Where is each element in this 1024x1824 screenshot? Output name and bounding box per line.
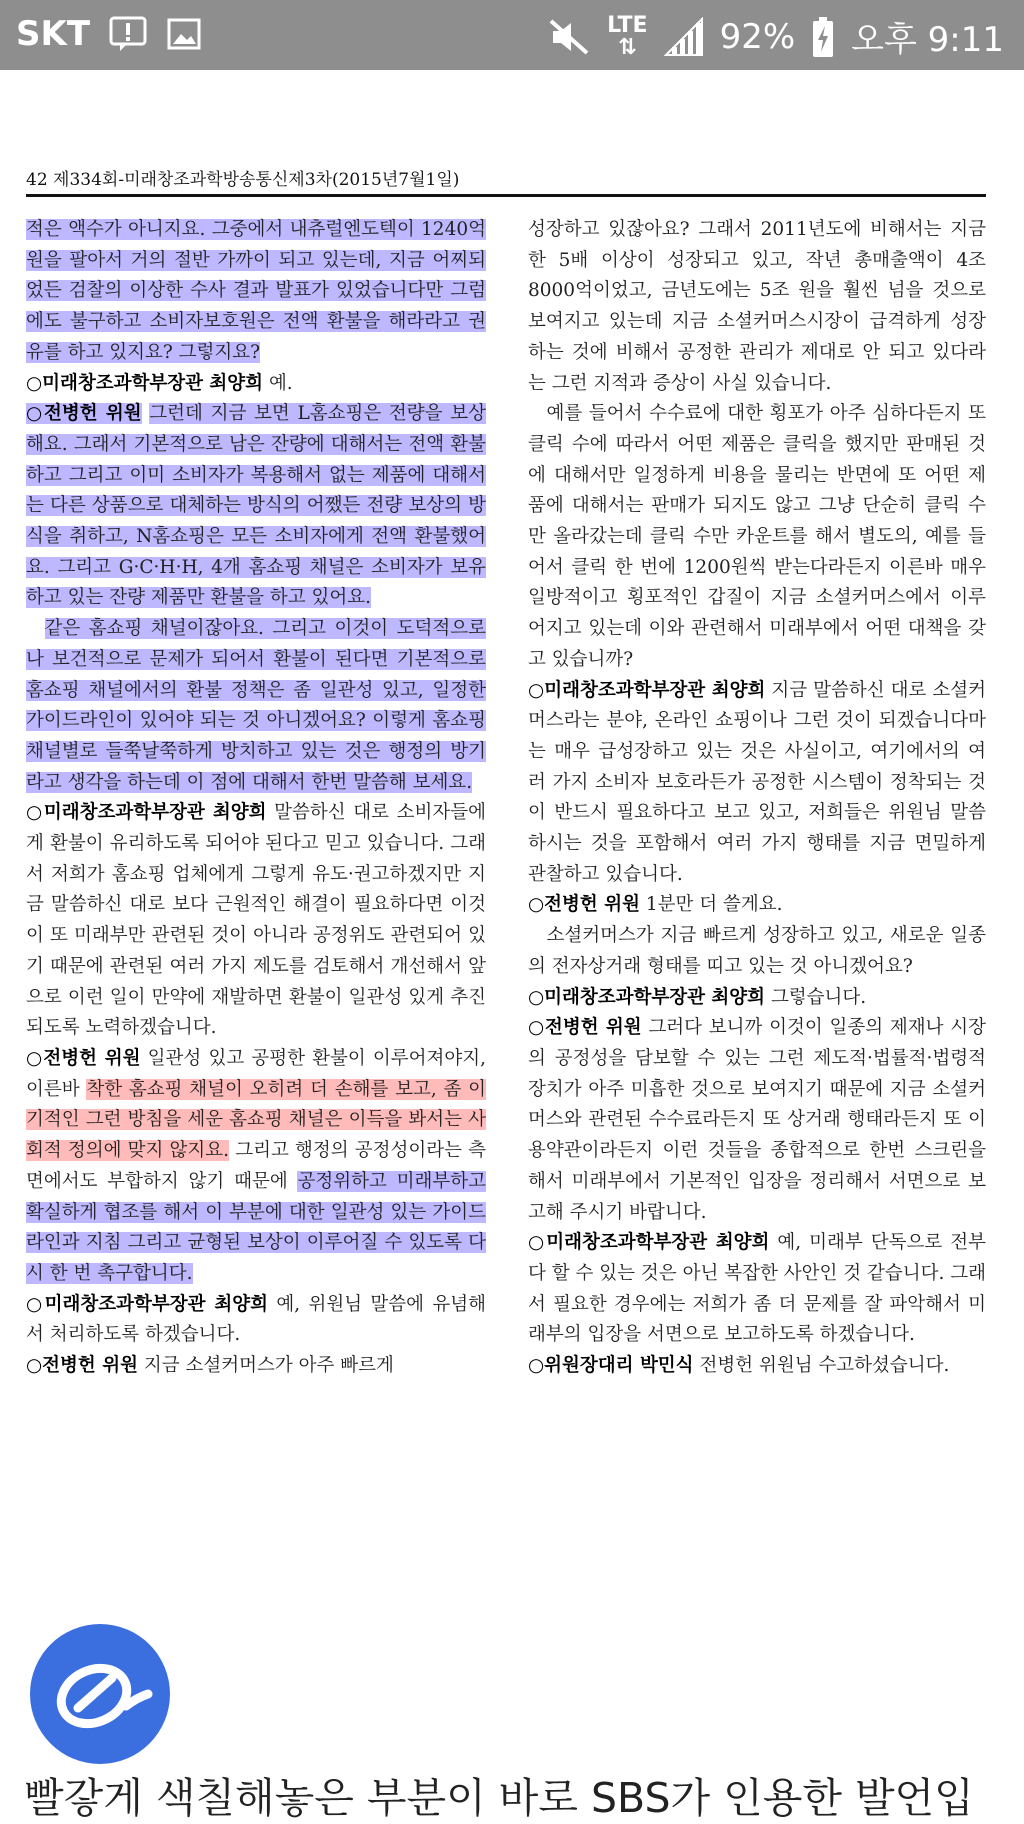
transcript-paragraph xyxy=(26,1290,486,1351)
transcript-paragraph xyxy=(528,1228,986,1351)
speaker-name: ○전병헌 위원 xyxy=(26,1047,141,1069)
transcript-paragraph xyxy=(26,1044,486,1290)
speaker-name: ○미래창조과학부장관 최양희 xyxy=(528,679,766,701)
clock: 오후 9:11 xyxy=(851,20,1004,60)
paragraph-text: 일관성 있고 공평한 환불이 이루어져야지, 이른바 xyxy=(26,1047,486,1100)
network-type-label: LTE ⇅ xyxy=(607,12,648,60)
highlight-blue-text: 적은 액수가 아니지요. 그중에서 내츄럴엔도텍이 1240억 원을 팔아서 거의 절반 가까이 되고 있는데, 지금 어찌되었든 검찰의 이상한 수사 결과 발표가 있었습니다만 그럼에도 불구하고 소비자보호원은 전액 환불을 해라라고 권유를 하고 있지요? 그렇지요? xyxy=(26,219,486,363)
transcript-paragraph xyxy=(528,215,986,399)
speaker-name: ○위원장대리 박민식 xyxy=(528,1355,694,1377)
page-header: 42 제334회-미래창조과학방송통신제3차(2015년7월1일) xyxy=(26,170,460,190)
paragraph-text: 예, 위원님 말씀에 유념해서 처리하도록 하겠습니다. xyxy=(26,1293,486,1346)
highlight-blue-text: 공정위하고 미래부하고 확실하게 협조를 해서 이 부분에 대한 일관성 있는 가이드라인과 지침 그리고 균형된 보상이 이루어질 수 있도록 다시 한 번 촉구합니다. xyxy=(26,1170,486,1284)
battery-charging-icon xyxy=(811,16,835,58)
speaker-name: ○전병헌 위원 xyxy=(528,894,640,916)
app-logo-icon[interactable] xyxy=(30,1624,170,1764)
notification-alert-icon xyxy=(108,15,148,53)
transcript-paragraph xyxy=(26,798,486,1044)
header-rule xyxy=(26,194,986,197)
paragraph-text: 지금 말씀하신 대로 소셜커머스라는 분야, 온라인 쇼핑이나 그런 것이 되겠습니다마는 매우 급성장하고 있는 것은 사실이고, 여기에서의 여러 가지 소비자 보호라든가 공정한 시스템이 정착되는 것이 반드시 필요하다고 보고 있고, 저희들은 위원님 말씀하시는 것을 포함해서 여러 가지 행태를 지금 면밀하게 관찰하고 있습니다. xyxy=(528,679,986,885)
transcript-paragraph xyxy=(528,921,986,982)
paragraph-text: 예, 미래부 단독으로 전부 다 할 수 있는 것은 아닌 복잡한 사안인 것 같습니다. 그래서 필요한 경우에는 저희가 좀 더 문제를 잘 파악해서 미래부의 입장을 서면으로 보고하도록 하겠습니다. xyxy=(528,1232,986,1346)
paragraph-text: 성장하고 있잖아요? 그래서 2011년도에 비해서는 지금 한 5배 이상이 성장되고 있고, 작년 총매출액이 4조 8000억이었고, 금년도에는 5조 원을 훨씬 넘을 것으로 보여지고 있는데 지금 소셜커머스시장이 급격하게 성장하는 것에 비해서 공정한 관리가 제대로 안 되고 있다라는 그런 지적과 증상이 사실 있습니다. xyxy=(528,219,986,394)
speaker-name: ○전병헌 위원 xyxy=(26,403,142,425)
speaker-name: ○미래창조과학부장관 최양희 xyxy=(26,1293,268,1315)
paragraph-text: 그리고 행정의 공정성이라는 측면에서도 부합하지 않기 때문에 xyxy=(26,1140,486,1192)
document-page xyxy=(26,150,986,1610)
transcript-paragraph xyxy=(528,399,986,675)
transcript-paragraph xyxy=(26,369,486,400)
speaker-name: ○미래창조과학부장관 최양희 xyxy=(528,1232,770,1254)
paragraph-text: 말씀하신 대로 소비자들에게 환불이 유리하도록 되어야 된다고 믿고 있습니다. 그래서 저희가 홈쇼핑 업체에게 그렇게 유도·권고하겠지만 지금 말씀하신 대로 보다 근원적인 해결이 필요하다면 이것이 또 미래부만 관련된 것이 아니라 공정위도 관련되어 있기 때문에 관련된 여러 가지 제도를 검토해서 개선해서 앞으로 이런 일이 만약에 재발하면 환불이 일관성 있게 추진되도록 노력하겠습니다. xyxy=(26,802,486,1039)
mute-icon xyxy=(547,17,591,57)
speaker-name: ○미래창조과학부장관 최양희 xyxy=(528,986,766,1008)
status-left xyxy=(16,14,202,54)
paragraph-text: 예를 들어서 수수료에 대한 횡포가 아주 심하다든지 또 클릭 수에 따라서 어떤 제품은 클릭을 했지만 판매된 것에 대해서만 일정하게 비용을 물리는 반면에 또 어떤 제품에 대해서는 판매가 되지도 않고 그냥 단순히 클릭 수만 올라갔는데 클릭 수만 카운트를 해서 별도의, 예를 들어서 클릭 한 번에 1200원씩 받는다라든지 이른바 매우 일방적이고 횡포적인 갑질이 지금 소셜커머스에서 이루어지고 있는데 이와 관련해서 미래부에서 어떤 대책을 갖고 있습니까? xyxy=(528,403,986,670)
left-column xyxy=(26,215,486,1382)
caption-text: 빨갛게 색칠해놓은 부분이 바로 SBS가 인용한 발언입 xyxy=(24,1774,974,1822)
paragraph-text: 전병헌 위원님 수고하셨습니다. xyxy=(699,1355,950,1377)
paragraph-text: 그렇습니다. xyxy=(770,986,867,1008)
transcript-paragraph xyxy=(26,614,486,798)
speaker-name: ○미래창조과학부장관 최양희 xyxy=(26,372,264,394)
speaker-name: ○미래창조과학부장관 최양희 xyxy=(26,802,267,824)
highlight-blue-text: 같은 홈쇼핑 채널이잖아요. 그리고 이것이 도덕적으로나 보건적으로 문제가 되어서 환불이 된다면 기본적으로 홈쇼핑 채널에서의 환불 정책은 좀 일관성 있고, 일정한 가이드라인이 있어야 되는 것 아니겠어요? 이렇게 홈쇼핑 채널별로 들쭉날쭉하게 방치하고 있는 것은 행정의 방기라고 생각을 하는데 이 점에 대해서 한번 말씀해 보세요. xyxy=(26,618,486,793)
transcript-paragraph xyxy=(528,890,986,921)
transcript-paragraph xyxy=(26,215,486,369)
signal-icon xyxy=(664,17,704,57)
status-bar xyxy=(0,0,1024,70)
right-column xyxy=(528,215,986,1382)
speaker-name: ○전병헌 위원 xyxy=(528,1017,642,1039)
transcript-paragraph xyxy=(528,1351,986,1382)
paragraph-text: 지금 소셜커머스가 아주 빠르게 xyxy=(143,1355,394,1377)
battery-percent: 92% xyxy=(719,16,796,57)
paragraph-text: 그러다 보니까 이것이 일종의 제재나 시장의 공정성을 담보할 수 있는 그런 제도적·법률적·법령적 장치가 아주 미흡한 것으로 보여지기 때문에 지금 소셜커머스와 관련된 수수료라든지 또 상거래 행태라든지 또 이용약관이라든지 이런 것들을 종합적으로 한번 스크린을 해서 미래부에서 기본적인 입장을 정리해서 서면으로 보고해 주시기 바랍니다. xyxy=(528,1017,986,1223)
speaker-name: ○전병헌 위원 xyxy=(26,1355,138,1377)
status-right xyxy=(547,12,1004,61)
paragraph-text: 1분만 더 쓸게요. xyxy=(645,894,783,916)
transcript-paragraph xyxy=(528,676,986,891)
gallery-icon xyxy=(166,17,202,51)
highlight-red-text: 착한 홈쇼핑 채널이 오히려 더 손해를 보고, 좀 이기적인 그런 방침을 세운 홈쇼핑 채널은 이득을 봐서는 사회적 정의에 맞지 않지요. xyxy=(26,1078,486,1162)
paragraph-text: 소셜커머스가 지금 빠르게 성장하고 있고, 새로운 일종의 전자상거래 형태를 띠고 있는 것 아니겠어요? xyxy=(528,925,986,977)
highlight-blue-text: 그런데 지금 보면 L홈쇼핑은 전량을 보상해요. 그래서 기본적으로 남은 잔량에 대해서는 전액 환불하고 그리고 이미 소비자가 복용해서 없는 제품에 대해서는 다른 상품으로 대체하는 방식의 어쨌든 전량 보상의 방식을 취하고, N홈쇼핑은 모든 소비자에게 전액 환불했어요. 그리고 G·C·H·H, 4개 홈쇼핑 채널은 소비자가 보유하고 있는 잔량 제품만 환불을 하고 있어요. xyxy=(26,403,486,609)
transcript-paragraph xyxy=(528,983,986,1014)
transcript-paragraph xyxy=(528,1013,986,1228)
carrier-label: SKT xyxy=(16,14,91,54)
transcript-paragraph xyxy=(26,1351,486,1382)
transcript-paragraph xyxy=(26,399,486,614)
paragraph-text: 예. xyxy=(268,372,293,394)
